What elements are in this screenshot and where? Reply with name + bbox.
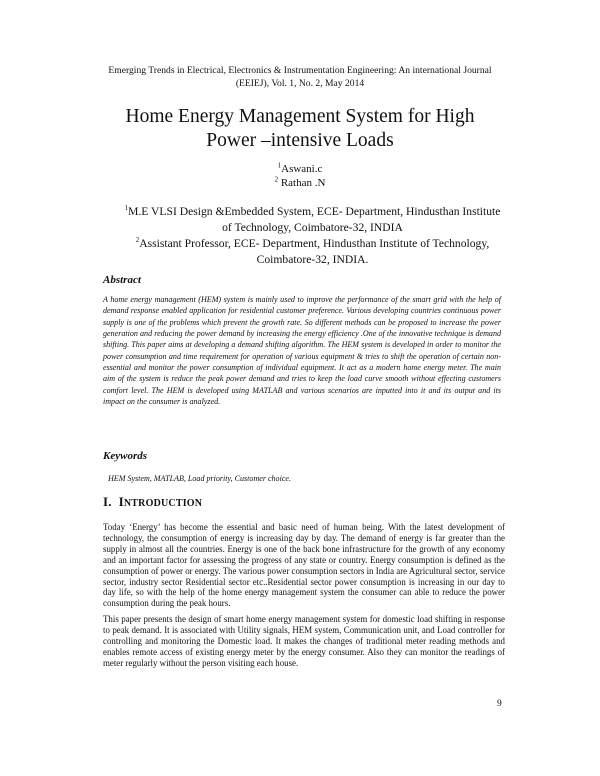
abstract-heading: Abstract: [103, 274, 141, 286]
author-list: [60, 162, 540, 190]
journal-header: [60, 64, 540, 90]
author-2: $^2$ Rathan .N: [274, 175, 326, 189]
journal-header-line1: Emerging Trends in Electrical, Electronics & Instrumentation Engineering: An international Journal: [108, 65, 492, 76]
section-heading-introduction: [103, 494, 202, 510]
section-title-first-letter: I: [118, 494, 124, 509]
affiliation-list: [95, 204, 530, 268]
author-1: $^1$Aswani.c: [277, 161, 323, 175]
paper-title-line1: Home Energy Management System for High: [125, 106, 475, 127]
journal-header-line2: (EEIEJ), Vol. 1, No. 2, May 2014: [235, 78, 365, 89]
affiliation-2: $^2$Assistant Professor, ECE- Department, Hindusthan Institute of Technology, Coimbatore-32, INDIA.: [135, 236, 490, 266]
paper-title: [60, 105, 540, 153]
keywords-body: HEM System, MATLAB, Load priority, Customer choice.: [108, 474, 291, 483]
section-title-rest: NTRODUCTION: [123, 498, 203, 509]
keywords-heading: Keywords: [103, 450, 147, 462]
intro-paragraph-1: Today ‘Energy’ has become the essential and basic need of human being. With the latest development of technology, the consumption of energy is increasing day by day. The demand of energy is far greater than the supply in almost all the countries. Energy is one of the back bone infrastructure for the growth of any economy and an important factor for assessing the progress of any state or country. Energy consumption is defined as the consumption of power or energy. The various power consumption sectors in India are Agricultural sector, service sector, industry sector Residential sector etc..Residential sector power consumption is increasing in our day to day life, so with the help of the home energy management system the consumer can able to reduce the power consumption during the peak hours.: [103, 522, 505, 609]
section-number: I.: [103, 494, 112, 509]
page-number: 9: [497, 699, 502, 709]
paper-title-line2: Power –intensive Loads: [206, 130, 394, 151]
intro-paragraph-2: This paper presents the design of smart home energy management system for domestic load shifting in response to peak demand. It is associated with Utility signals, HEM system, Communication unit, and Load controller for controlling and monitoring the Domestic load. It makes the changes of traditional meter reading methods and enables remote access of existing energy meter by the energy consumer. Also they can monitor the readings of meter regularly without the person visiting each house.: [103, 614, 505, 668]
affiliation-1: $^1$M.E VLSI Design &Embedded System, ECE- Department, Hindusthan Institute of Technology, Coimbatore-32, INDIA: [124, 204, 501, 234]
abstract-body: A home energy management (HEM) system is mainly used to improve the performance of the smart grid with the help of demand response enabled application for residential customer preference. Various developing countries continuous power supply is one of the problems which prevent the growth rate. So different methods can be proposed to increase the power generation and reducing the power demand by increasing the energy efficiency .One of the innovative technique is demand shifting. This paper aims at developing a demand shifting algorithm. The HEM system is developed in order to monitor the power consumption and time requirement for operation of various equipment & tries to shift the operation of certain non-essential and monitor the power consumption of individual equipment. It act as a modern home energy meter. The main aim of the system is reduce the peak power demand and tries to keep the load curve smooth without effecting customers comfort level. The HEM is developed using MATLAB and various scenarios are inputted into it and its output and its impact on the consumer is analyzed.: [103, 295, 501, 407]
